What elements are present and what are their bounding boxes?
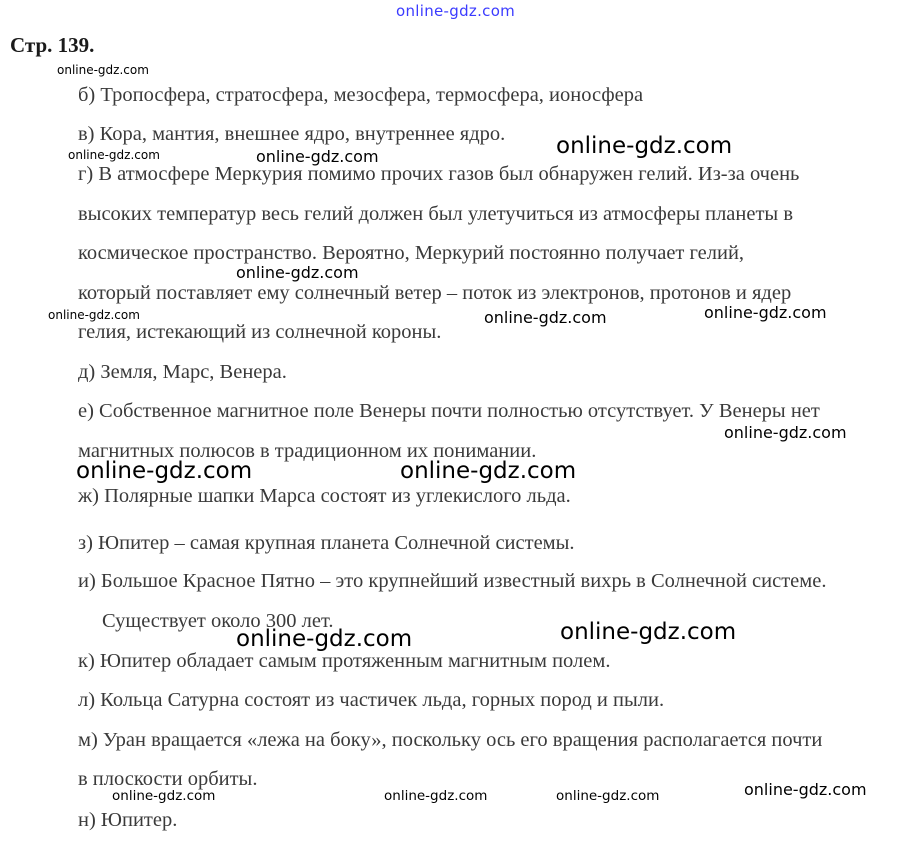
page-title: Стр. 139.	[10, 33, 95, 57]
watermark: online-gdz.com	[57, 63, 149, 77]
answer-e-line-2: магнитных полюсов в традиционном их понимании.	[78, 440, 537, 462]
answer-g-line-1: г) В атмосфере Меркурия помимо прочих газов был обнаружен гелий. Из-за очень	[78, 163, 800, 185]
answer-i-line-2: Существует около 300 лет.	[102, 610, 334, 632]
watermark: online-gdz.com	[256, 147, 379, 166]
header-watermark: online-gdz.com	[396, 2, 516, 20]
answer-b: б) Тропосфера, стратосфера, мезосфера, термосфера, ионосфера	[78, 84, 644, 106]
answer-g-line-3: космическое пространство. Вероятно, Меркурий постоянно получает гелий,	[78, 242, 745, 264]
watermark: online-gdz.com	[400, 458, 577, 484]
watermark: online-gdz.com	[236, 626, 413, 652]
answer-m-line-2: в плоскости орбиты.	[78, 768, 258, 790]
watermark: online-gdz.com	[704, 303, 827, 322]
answer-g-line-2: высоких температур весь гелий должен был улетучиться из атмосферы планеты в	[78, 203, 793, 225]
watermark: online-gdz.com	[556, 788, 660, 804]
watermark: online-gdz.com	[384, 788, 488, 804]
answer-l: л) Кольца Сатурна состоят из частичек льда, горных пород и пыли.	[78, 689, 665, 711]
answer-zh: ж) Полярные шапки Марса состоят из углекислого льда.	[78, 485, 571, 507]
watermark: online-gdz.com	[744, 780, 867, 799]
answer-n: н) Юпитер.	[78, 809, 178, 831]
watermark: online-gdz.com	[48, 308, 140, 322]
watermark: online-gdz.com	[76, 458, 253, 484]
answer-g-line-4: который поставляет ему солнечный ветер – поток из электронов, протонов и ядер	[78, 282, 792, 304]
watermark: online-gdz.com	[724, 423, 847, 442]
answer-k: к) Юпитер обладает самым протяженным магнитным полем.	[78, 650, 611, 672]
watermark: online-gdz.com	[560, 619, 737, 645]
answer-i-line-1: и) Большое Красное Пятно – это крупнейший известный вихрь в Солнечной системе.	[78, 570, 827, 592]
watermark: online-gdz.com	[68, 148, 160, 162]
watermark: online-gdz.com	[556, 133, 733, 159]
answer-v: в) Кора, мантия, внешнее ядро, внутреннее ядро.	[78, 123, 506, 145]
answer-g-line-5: гелия, истекающий из солнечной короны.	[78, 321, 442, 343]
watermark: online-gdz.com	[484, 308, 607, 327]
answer-d: д) Земля, Марс, Венера.	[78, 361, 287, 383]
answer-z: з) Юпитер – самая крупная планета Солнечной системы.	[78, 532, 575, 554]
answer-e-line-1: е) Собственное магнитное поле Венеры почти полностью отсутствует. У Венеры нет	[78, 400, 820, 422]
watermark: online-gdz.com	[112, 788, 216, 804]
watermark: online-gdz.com	[236, 263, 359, 282]
answer-m-line-1: м) Уран вращается «лежа на боку», поскольку ось его вращения располагается почти	[78, 729, 823, 751]
